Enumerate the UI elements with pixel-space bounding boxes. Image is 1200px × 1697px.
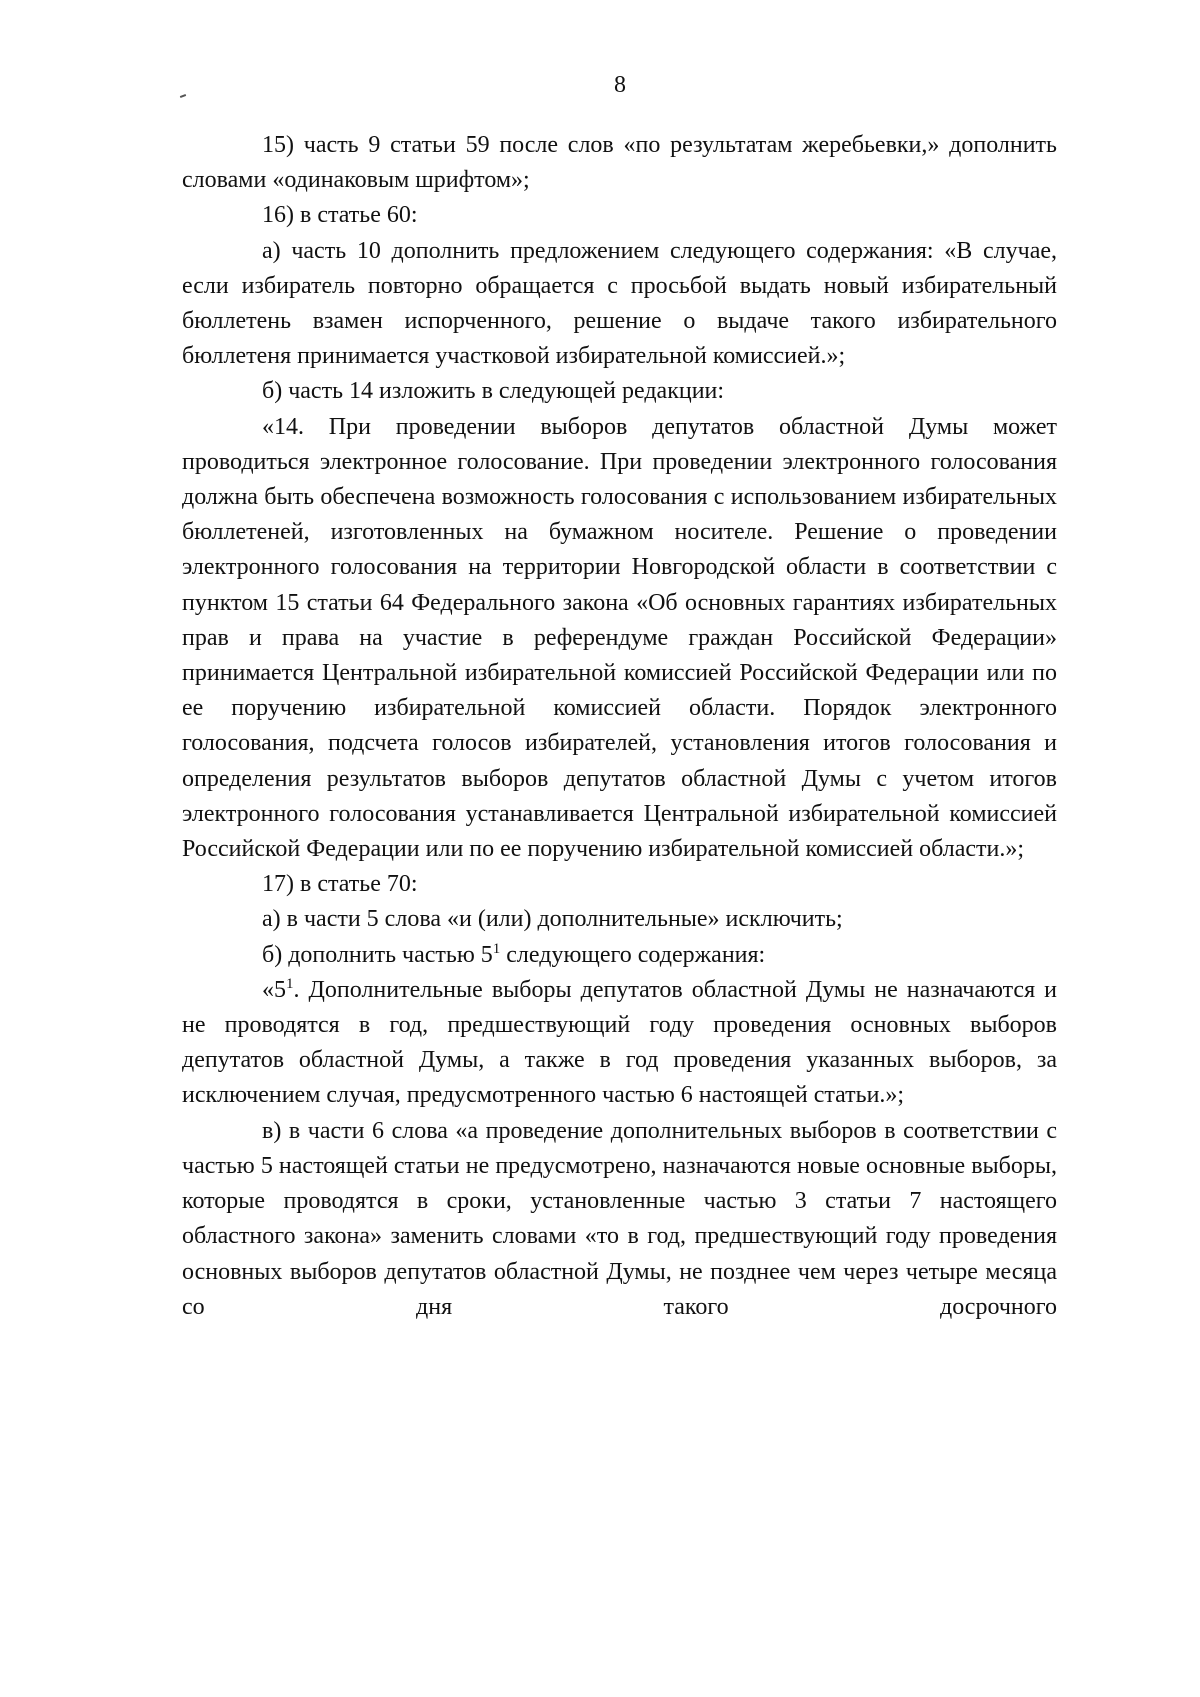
paragraph-17a: а) в части 5 слова «и (или) дополнительные» исключить; xyxy=(262,906,843,933)
superscript-1: 1 xyxy=(492,940,501,957)
paragraph-16a: а) часть 10 дополнить предложением следующего содержания: «В случае, если избиратель повторно обращается с просьбой выдать новый избирательный бюллетень взамен испорченного, решение о выдаче такого избирательного бюллетеня принимается участковой избирательной комиссией.»; xyxy=(182,237,1057,370)
paragraph-item-16: 16) в статье 60: xyxy=(262,202,418,229)
paragraph-17b-after: следующего содержания: xyxy=(500,941,766,968)
paragraph-part-14-text: «14. При проведении выборов депутатов областной Думы может проводиться электронное голосование. При проведении электронного голосования должна быть обеспечена возможность голосования с использованием избирательных бюллетеней, изготовленных на бумажном носителе. Решение о проведении электронного голосования на территории Новгородской области в соответствии с пунктом 15 статьи 64 Федерального закона «Об основных гарантиях избирательных прав и права на участие в референдуме граждан Российской Федерации» принимается Центральной избирательной комиссией Российской Федерации или по ее поручению избирательной комиссией области. Порядок электронного голосования, подсчета голосов избирателей, установления итогов голосования и определения результатов выборов депутатов областной Думы с учетом итогов электронного голосования устанавливается Центральной избирательной комиссией Российской Федерации или по ее поручению избирательной комиссией области.»; xyxy=(182,413,1057,863)
paragraph-17b-before: б) дополнить частью 5 xyxy=(262,941,493,968)
page-number: 8 xyxy=(614,72,626,98)
paragraph-17b xyxy=(182,938,1057,973)
document-body xyxy=(182,128,1057,1325)
part-5-1-before: «5 xyxy=(262,976,286,1003)
paragraph-16b: б) часть 14 изложить в следующей редакции: xyxy=(262,378,725,405)
paragraph-part-5-1-text xyxy=(182,973,1057,1114)
superscript-1: 1 xyxy=(286,975,294,992)
paragraph-item-17: 17) в статье 70: xyxy=(262,871,418,898)
part-5-1-after: . Дополнительные выборы депутатов областной Думы не назначаются и не проводятся в год, предшествующий году проведения основных выборов депутатов областной Думы, а также в год проведения указанных выборов, за исключением случая, предусмотренного частью 6 настоящей статьи.»; xyxy=(182,976,1057,1109)
paragraph-17v: в) в части 6 слова «а проведение дополнительных выборов в соответствии с частью 5 настоящей статьи не предусмотрено, назначаются новые основные выборы, которые проводятся в сроки, установленные частью 3 статьи 7 настоящего областного закона» заменить словами «то в год, предшествующий году проведения основных выборов депутатов областной Думы, не позднее чем через четыре месяца со дня такого досрочного xyxy=(182,1117,1057,1320)
paragraph-item-15: 15) часть 9 статьи 59 после слов «по результатам жеребьевки,» дополнить словами «одинаковым шрифтом»; xyxy=(182,132,1057,194)
